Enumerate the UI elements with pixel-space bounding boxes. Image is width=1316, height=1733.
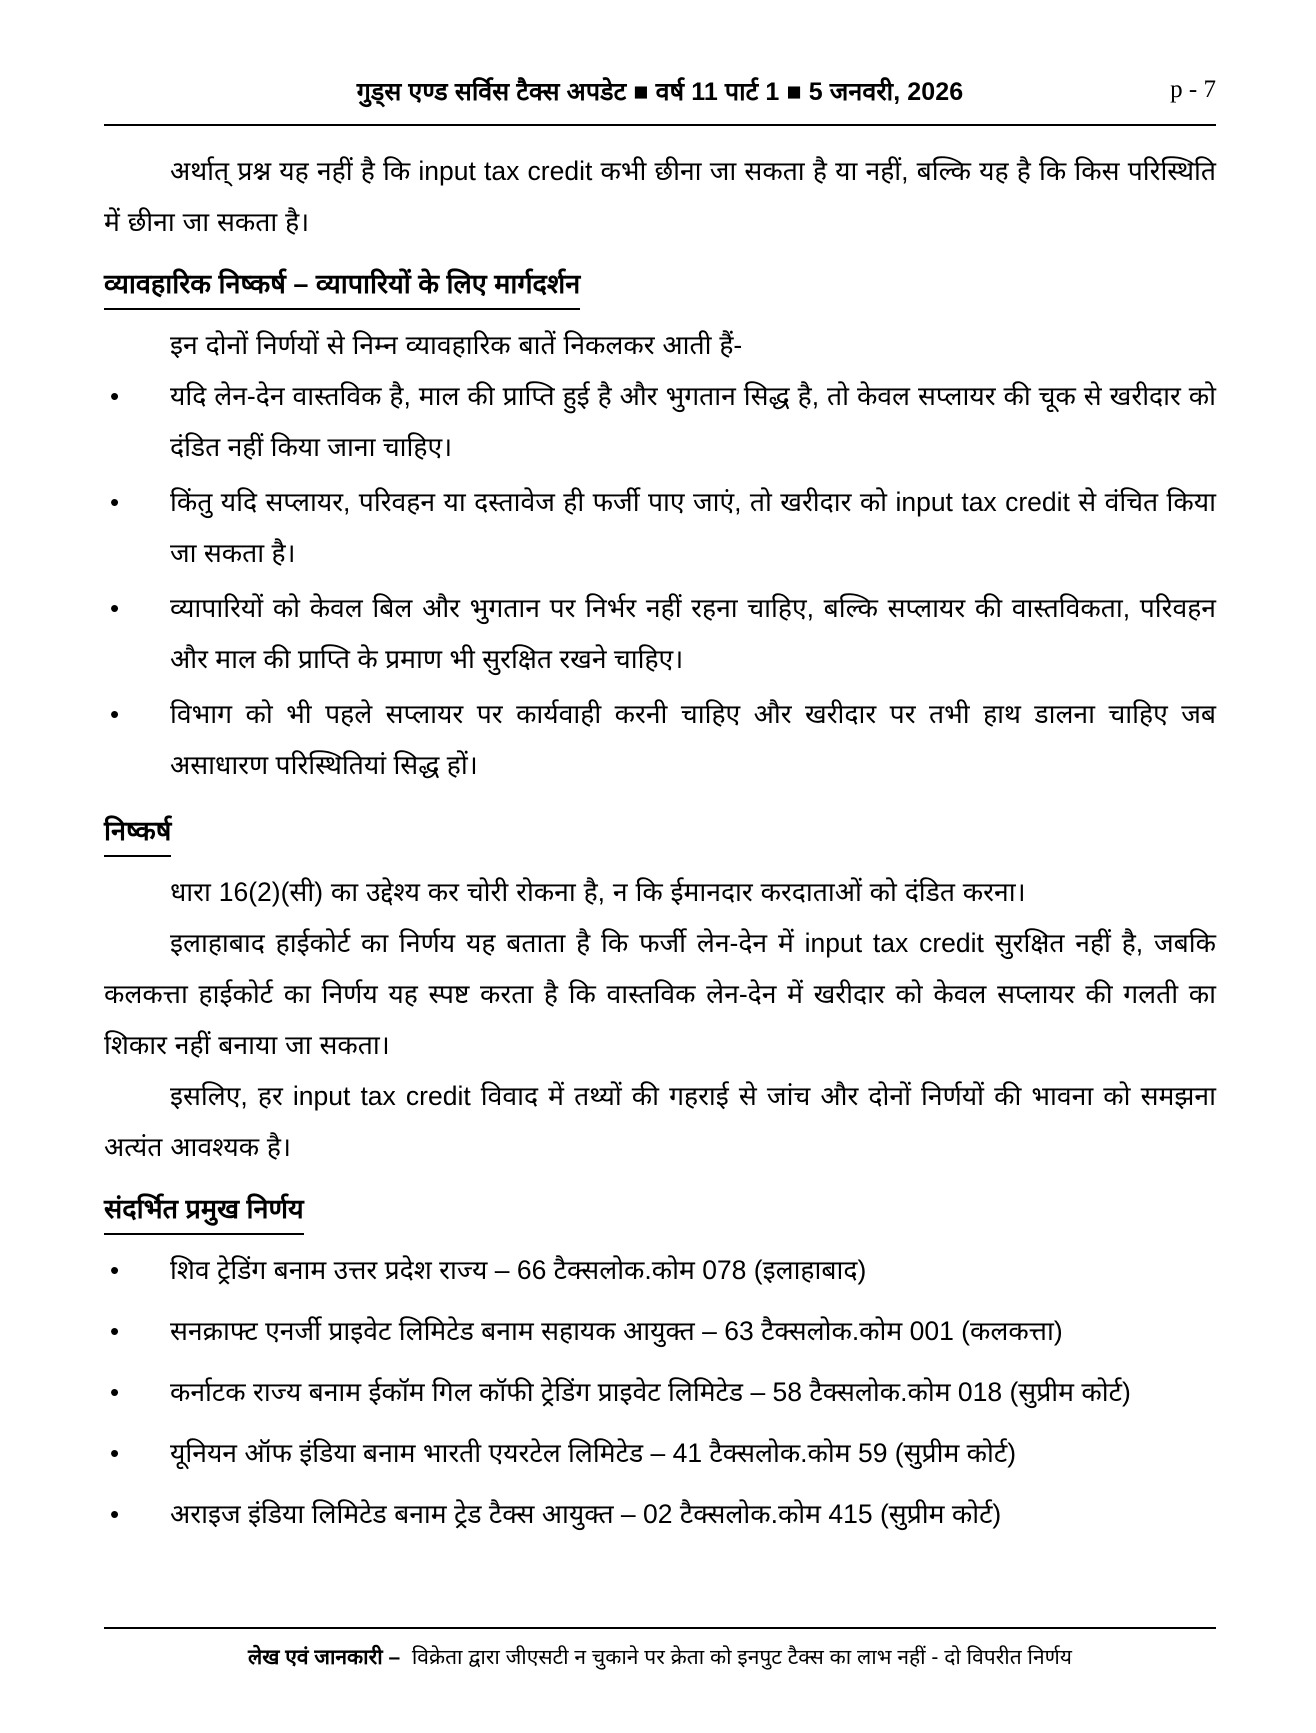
bullet-icon: • bbox=[110, 1377, 120, 1407]
bullet-icon: • bbox=[110, 699, 120, 729]
header-divider-rule bbox=[104, 124, 1216, 126]
footer-article-title: विक्रेता द्वारा जीएसटी न चुकाने पर क्रेता को इनपुट टैक्स का लाभ नहीं - दो विपरीत निर्णय bbox=[411, 1646, 1072, 1669]
footer-article-line bbox=[104, 1643, 1216, 1671]
document-body bbox=[104, 146, 1216, 1550]
list-item bbox=[104, 371, 1216, 473]
citation-text: सनक्राफ्ट एनर्जी प्राइवेट लिमिटेड बनाम सहायक आयुक्त – 63 टैक्सलोक.कोम 001 (कलकत्ता) bbox=[170, 1316, 1063, 1346]
citation-text: यूनियन ऑफ इंडिया बनाम भारती एयरटेल लिमिटेड – 41 टैक्सलोक.कोम 59 (सुप्रीम कोर्ट) bbox=[170, 1438, 1017, 1468]
bullet-icon: • bbox=[110, 1438, 120, 1468]
conclusion-paragraph-2: इलाहाबाद हाईकोर्ट का निर्णय यह बताता है कि फर्जी लेन-देन में input tax credit सुरक्षित नहीं है, जबकि कलकत्ता हाईकोर्ट का निर्णय यह स्पष्ट करता है कि वास्तविक लेन-देन में खरीदार को केवल सप्लायर की गलती का शिकार नहीं बनाया जा सकता। bbox=[104, 928, 1216, 1060]
practical-section-heading-wrap bbox=[104, 248, 1216, 320]
citation-text: अराइज इंडिया लिमिटेड बनाम ट्रेड टैक्स आयुक्त – 02 टैक्सलोक.कोम 415 (सुप्रीम कोर्ट) bbox=[170, 1499, 1002, 1529]
opening-paragraph: अर्थात् प्रश्न यह नहीं है कि input tax credit कभी छीना जा सकता है या नहीं, बल्कि यह है कि किस परिस्थिति में छीना जा सकता है। bbox=[104, 156, 1216, 237]
list-item bbox=[104, 1428, 1216, 1479]
page-header bbox=[104, 74, 1216, 130]
page-number: p - 7 bbox=[1170, 76, 1216, 103]
practical-section-heading: व्यावहारिक निष्कर्ष – व्यापारियों के लिए मार्गदर्शन bbox=[104, 262, 580, 310]
bullet-icon: • bbox=[110, 381, 120, 411]
list-item bbox=[104, 1306, 1216, 1357]
list-item bbox=[104, 1367, 1216, 1418]
citations-list bbox=[104, 1245, 1216, 1540]
list-item bbox=[104, 477, 1216, 579]
footer-divider-rule bbox=[104, 1627, 1216, 1629]
list-item-text: विभाग को भी पहले सप्लायर पर कार्यवाही करनी चाहिए और खरीदार पर तभी हाथ डालना चाहिए जब असाधारण परिस्थितियां सिद्ध हों। bbox=[170, 699, 1216, 780]
list-item-text: यदि लेन-देन वास्तविक है, माल की प्राप्ति हुई है और भुगतान सिद्ध है, तो केवल सप्लायर की चूक से खरीदार को दंडित नहीं किया जाना चाहिए। bbox=[170, 381, 1216, 462]
list-item bbox=[104, 583, 1216, 685]
conclusion-paragraph-1: धारा 16(2)(सी) का उद्देश्य कर चोरी रोकना है, न कि ईमानदार करदाताओं को दंडित करना। bbox=[170, 877, 1026, 907]
conclusion-section-heading: निष्कर्ष bbox=[104, 809, 171, 857]
bullet-icon: • bbox=[110, 1255, 120, 1285]
header-publication-text: गुड्स एण्ड सर्विस टैक्स अपडेट ■ वर्ष 11 पार्ट 1 ■ 5 जनवरी, 2026 bbox=[356, 78, 964, 106]
footer-label: लेख एवं जानकारी – bbox=[248, 1646, 401, 1669]
list-item bbox=[104, 1489, 1216, 1540]
conclusion-section-heading-wrap bbox=[104, 795, 1216, 867]
list-item-text: किंतु यदि सप्लायर, परिवहन या दस्तावेज ही फर्जी पाए जाएं, तो खरीदार को input tax credit से वंचित किया जा सकता है। bbox=[170, 487, 1216, 568]
citations-section-heading: संदर्भित प्रमुख निर्णय bbox=[104, 1187, 304, 1235]
bullet-icon: • bbox=[110, 487, 120, 517]
page-footer bbox=[104, 1627, 1216, 1671]
list-item bbox=[104, 689, 1216, 791]
conclusion-paragraph-3: इसलिए, हर input tax credit विवाद में तथ्यों की गहराई से जांच और दोनों निर्णयों की भावना को समझना अत्यंत आवश्यक है। bbox=[104, 1081, 1216, 1162]
bullet-icon: • bbox=[110, 1316, 120, 1346]
practical-section-intro: इन दोनों निर्णयों से निम्न व्यावहारिक बातें निकलकर आती हैं- bbox=[170, 330, 743, 360]
citation-text: कर्नाटक राज्य बनाम ईकॉम गिल कॉफी ट्रेडिंग प्राइवेट लिमिटेड – 58 टैक्सलोक.कोम 018 (सुप्रीम कोर्ट) bbox=[170, 1377, 1131, 1407]
list-item bbox=[104, 1245, 1216, 1296]
citation-text: शिव ट्रेडिंग बनाम उत्तर प्रदेश राज्य – 66 टैक्सलोक.कोम 078 (इलाहाबाद) bbox=[170, 1255, 867, 1285]
practical-points-list bbox=[104, 371, 1216, 791]
header-row bbox=[104, 74, 1216, 116]
list-item-text: व्यापारियों को केवल बिल और भुगतान पर निर्भर नहीं रहना चाहिए, बल्कि सप्लायर की वास्तविकता, परिवहन और माल की प्राप्ति के प्रमाण भी सुरक्षित रखने चाहिए। bbox=[170, 593, 1216, 674]
bullet-icon: • bbox=[110, 1499, 120, 1529]
bullet-icon: • bbox=[110, 593, 120, 623]
citations-section-heading-wrap bbox=[104, 1173, 1216, 1245]
header-publication-line bbox=[104, 74, 1216, 108]
